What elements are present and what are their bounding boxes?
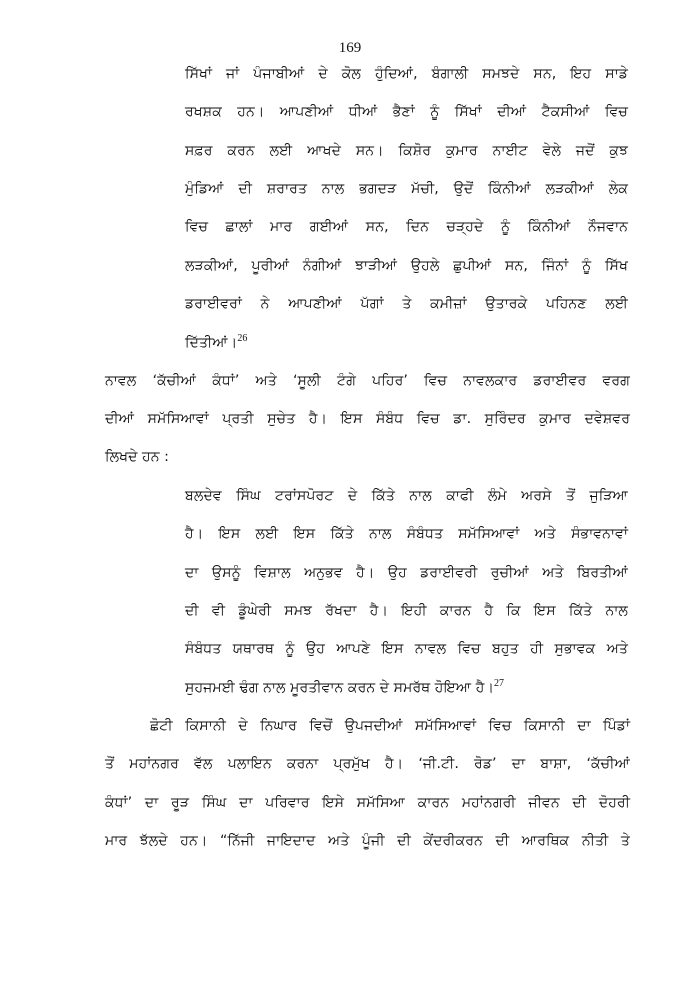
- body-line: ਮਾਰ ਝੱਲਦੇ ਹਨ। “ਨਿੱਜੀ ਜਾਇਦਾਦ ਅਤੇ ਪੂੰਜੀ ਦੀ ਕੇਂਦਰੀਕਰਨ ਦੀ ਆਰਥਿਕ ਨੀਤੀ ਤੇ: [105, 833, 630, 849]
- quote-line: ਦਾ ਉਸਨੂੰ ਵਿਸ਼ਾਲ ਅਨੁਭਵ ਹੈ। ਉਹ ਡਰਾਈਵਰੀ ਰੁਚੀਆਂ ਅਤੇ ਬਿਰਤੀਆਂ: [185, 565, 628, 581]
- quote-line: ਦੀ ਵੀ ਡੂੰਘੇਰੀ ਸਮਝ ਰੱਖਦਾ ਹੈ। ਇਹੀ ਕਾਰਨ ਹੈ ਕਿ ਇਸ ਕਿੱਤੇ ਨਾਲ: [185, 603, 628, 619]
- footnote-ref-26: 26: [237, 333, 248, 344]
- quote-line: ਵਿਚ ਛਾਲਾਂ ਮਾਰ ਗਈਆਂ ਸਨ, ਦਿਨ ਚੜ੍ਹਦੇ ਨੂੰ ਕਿੰਨੀਆਂ ਨੌਜਵਾਨ: [185, 219, 628, 235]
- page-number: 169: [338, 40, 362, 56]
- body-line: ਦੀਆਂ ਸਮੱਸਿਆਵਾਂ ਪ੍ਰਤੀ ਸੁਚੇਤ ਹੈ। ਇਸ ਸੰਬੰਧ ਵਿਚ ਡਾ. ਸੁਰਿੰਦਰ ਕੁਮਾਰ ਦਵੇਸ਼ਵਰ: [105, 411, 630, 427]
- body-line: ਤੋਂ ਮਹਾਂਨਗਰ ਵੱਲ ਪਲਾਇਨ ਕਰਨਾ ਪ੍ਰਮੁੱਖ ਹੈ। ‘ਜੀ.ਟੀ. ਰੋਡ’ ਦਾ ਬਾਸ਼ਾ, ‘ਕੱਚੀਆਂ: [105, 756, 630, 772]
- quote-line: ਬਲਦੇਵ ਸਿੰਘ ਟਰਾਂਸਪੋਰਟ ਦੇ ਕਿੱਤੇ ਨਾਲ ਕਾਫੀ ਲੰਮੇ ਅਰਸੇ ਤੋਂ ਜੁੜਿਆ: [185, 488, 628, 504]
- quote-line: ਰਖਸ਼ਕ ਹਨ। ਆਪਣੀਆਂ ਧੀਆਂ ਭੈਣਾਂ ਨੂੰ ਸਿੱਖਾਂ ਦੀਆਂ ਟੈਕਸੀਆਂ ਵਿਚ: [185, 104, 628, 120]
- quote-line: ਸਫ਼ਰ ਕਰਨ ਲਈ ਆਖਦੇ ਸਨ। ਕਿਸ਼ੋਰ ਕੁਮਾਰ ਨਾਈਟ ਵੇਲੇ ਜਦੋਂ ਕੁਝ: [185, 143, 628, 159]
- quote-line: ਸਿੱਖਾਂ ਜਾਂ ਪੰਜਾਬੀਆਂ ਦੇ ਕੋਲ ਹੁੰਦਿਆਂ, ਬੰਗਾਲੀ ਸਮਝਦੇ ਸਨ, ਇਹ ਸਾਡੇ: [185, 66, 628, 82]
- body-line: ਨਾਵਲ ‘ਕੱਚੀਆਂ ਕੰਧਾਂ’ ਅਤੇ ‘ਸੂਲੀ ਟੰਗੇ ਪਹਿਰ’ ਵਿਚ ਨਾਵਲਕਾਰ ਡਰਾਈਵਰ ਵਰਗ: [105, 373, 630, 389]
- body-line: ਲਿਖਦੇ ਹਨ :: [105, 449, 169, 465]
- quote-line: ਹੈ। ਇਸ ਲਈ ਇਸ ਕਿੱਤੇ ਨਾਲ ਸੰਬੰਧਤ ਸਮੱਸਿਆਵਾਂ ਅਤੇ ਸੰਭਾਵਨਾਵਾਂ: [185, 526, 628, 542]
- quote-line: ਡਰਾਈਵਰਾਂ ਨੇ ਆਪਣੀਆਂ ਪੱਗਾਂ ਤੇ ਕਮੀਜ਼ਾਂ ਉਤਾਰਕੇ ਪਹਿਨਣ ਲਈ: [185, 296, 628, 312]
- body-line: ਛੋਟੀ ਕਿਸਾਨੀ ਦੇ ਨਿਘਾਰ ਵਿਚੋਂ ਉਪਜਦੀਆਂ ਸਮੱਸਿਆਵਾਂ ਵਿਚ ਕਿਸਾਨੀ ਦਾ ਪਿੰਡਾਂ: [150, 718, 630, 734]
- footnote-ref-27: 27: [494, 678, 505, 689]
- quote-text: ਦਿੱਤੀਆਂ।: [185, 335, 238, 351]
- quote-text: ਸੁਹਜਮਈ ਢੰਗ ਨਾਲ ਮੂਰਤੀਵਾਨ ਕਰਨ ਦੇ ਸਮਰੱਥ ਹੋਇਆ ਹੈ।: [185, 680, 495, 696]
- quote-line: ਮੁੰਡਿਆਂ ਦੀ ਸ਼ਰਾਰਤ ਨਾਲ ਭਗਦੜ ਮੱਚੀ, ਉਦੋਂ ਕਿੰਨੀਆਂ ਲੜਕੀਆਂ ਲੇਕ: [185, 181, 628, 197]
- quote-line-last: [185, 333, 628, 353]
- quote-line: ਸੰਬੰਧਤ ਯਥਾਰਥ ਨੂੰ ਉਹ ਆਪਣੇ ਇਸ ਨਾਵਲ ਵਿਚ ਬਹੁਤ ਹੀ ਸੁਭਾਵਕ ਅਤੇ: [185, 641, 628, 657]
- quote-line: ਲੜਕੀਆਂ, ਪੂਰੀਆਂ ਨੰਗੀਆਂ ਝਾੜੀਆਂ ਉਹਲੇ ਛੁਪੀਆਂ ਸਨ, ਜਿੰਨਾਂ ਨੂੰ ਸਿੱਖ: [185, 258, 628, 274]
- body-line: ਕੰਧਾਂ’ ਦਾ ਰੂੜ ਸਿੰਘ ਦਾ ਪਰਿਵਾਰ ਇਸੇ ਸਮੱਸਿਆ ਕਾਰਨ ਮਹਾਂਨਗਰੀ ਜੀਵਨ ਦੀ ਦੋਹਰੀ: [105, 795, 630, 811]
- quote-line-last: [185, 678, 628, 698]
